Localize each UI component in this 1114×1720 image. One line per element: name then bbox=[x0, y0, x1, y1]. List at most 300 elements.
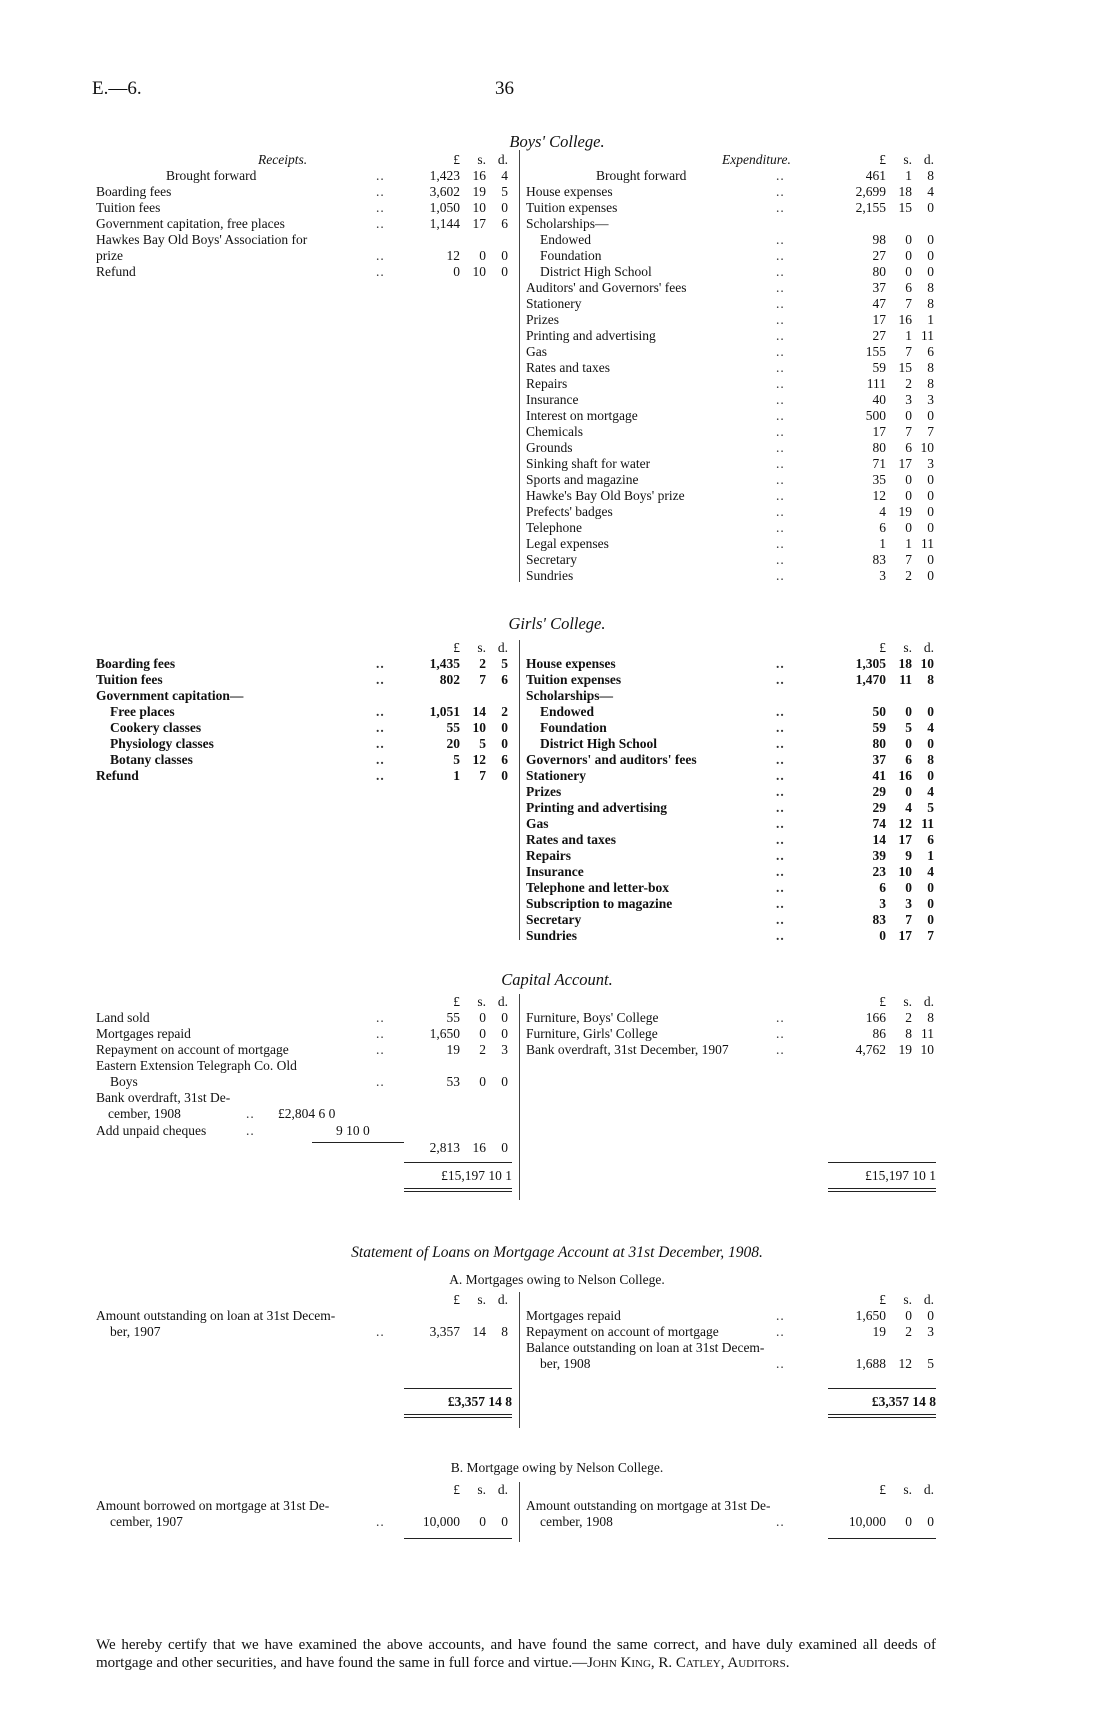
row-label: Endowed bbox=[540, 704, 595, 719]
ledger-row bbox=[526, 800, 936, 816]
row-label: Insurance bbox=[526, 392, 579, 407]
pence-value: 8 bbox=[501, 1324, 508, 1339]
pounds-value: 3,357 bbox=[429, 1324, 460, 1339]
pence-value: 0 bbox=[927, 568, 934, 583]
pounds-value: 98 bbox=[872, 232, 886, 247]
row-amount bbox=[402, 216, 508, 232]
shillings-value: 18 bbox=[898, 656, 912, 671]
pounds-value: 0 bbox=[879, 928, 886, 943]
pounds-value: 59 bbox=[872, 720, 886, 735]
pounds-header: £ bbox=[453, 994, 460, 1009]
pence-value: 0 bbox=[927, 896, 934, 911]
pounds-value: 1,305 bbox=[855, 656, 886, 671]
ledger-row bbox=[526, 656, 936, 672]
girls-left-currency-header bbox=[402, 640, 508, 656]
row-amount bbox=[828, 864, 934, 880]
pounds-value: 41 bbox=[872, 768, 886, 783]
pence-value: 3 bbox=[927, 1324, 934, 1339]
pounds-value: 27 bbox=[872, 248, 886, 263]
shillings-value: 5 bbox=[479, 736, 486, 751]
pounds-value: 500 bbox=[865, 408, 886, 423]
row-label: Tuition fees bbox=[96, 200, 161, 215]
pence-value: 0 bbox=[927, 768, 934, 783]
pence-value: 0 bbox=[927, 1514, 934, 1529]
leader-dots: .. bbox=[376, 1324, 385, 1339]
row-label: prize bbox=[96, 248, 123, 263]
pence-value: 0 bbox=[927, 552, 934, 567]
leader-dots: .. bbox=[776, 168, 785, 183]
leader-dots: .. bbox=[776, 720, 785, 735]
row-amount bbox=[828, 424, 934, 440]
pence-value: 0 bbox=[927, 520, 934, 535]
row-label: Secretary bbox=[526, 552, 577, 567]
row-label: Hawke's Bay Old Boys' prize bbox=[526, 488, 685, 503]
pounds-value: 80 bbox=[872, 264, 886, 279]
pence-value: 0 bbox=[501, 1074, 508, 1089]
pence-value: 4 bbox=[927, 184, 934, 199]
ledger-row bbox=[526, 520, 936, 536]
leader-dots: .. bbox=[776, 816, 785, 831]
row-label: Amount borrowed on mortgage at 31st De- bbox=[96, 1498, 330, 1513]
boys-college-title: Boys' College. bbox=[509, 132, 605, 151]
pence-value: 0 bbox=[927, 1308, 934, 1323]
leader-dots: .. bbox=[776, 248, 785, 263]
shillings-value: 0 bbox=[905, 472, 912, 487]
pence-value: 0 bbox=[927, 232, 934, 247]
row-label: Land sold bbox=[96, 1010, 150, 1025]
shillings-header: s. bbox=[477, 1292, 486, 1307]
ledger-row bbox=[526, 296, 936, 312]
leader-dots: .. bbox=[776, 520, 785, 535]
shillings-value: 16 bbox=[898, 768, 912, 783]
girls-right-currency-header bbox=[828, 640, 934, 656]
pence-value: 6 bbox=[927, 832, 934, 847]
ledger-row bbox=[526, 1356, 936, 1372]
ledger-row bbox=[526, 912, 936, 928]
pounds-header: £ bbox=[879, 1292, 886, 1307]
overdraft-total bbox=[402, 1140, 508, 1156]
row-label: Cookery classes bbox=[110, 720, 202, 735]
row-label: Prefects' badges bbox=[526, 504, 613, 519]
shillings-value: 14 bbox=[472, 704, 486, 719]
leader-dots: .. bbox=[776, 408, 785, 423]
row-amount bbox=[828, 752, 934, 768]
leader-dots: .. bbox=[776, 536, 785, 551]
leader-dots: .. bbox=[776, 296, 785, 311]
leader-dots: .. bbox=[376, 672, 385, 687]
row-label: cember, 1907 bbox=[110, 1514, 183, 1529]
pounds-value: 35 bbox=[872, 472, 886, 487]
shillings-value: 0 bbox=[479, 1514, 486, 1529]
ledger-row bbox=[526, 736, 936, 752]
pounds-value: 80 bbox=[872, 440, 886, 455]
pounds-value: 1,470 bbox=[855, 672, 886, 687]
row-amount bbox=[828, 768, 934, 784]
shillings-value: 6 bbox=[905, 752, 912, 767]
pounds-value: 17 bbox=[872, 312, 886, 327]
pounds-value: 80 bbox=[872, 736, 886, 751]
row-amount bbox=[828, 408, 934, 424]
leader-dots: .. bbox=[246, 1123, 255, 1138]
leader-dots: .. bbox=[776, 360, 785, 375]
shillings-value: 16 bbox=[472, 1140, 486, 1155]
ledger-row bbox=[526, 472, 936, 488]
shillings-value: 19 bbox=[472, 184, 486, 199]
unpaid-cheques-subamount: 9 10 0 bbox=[336, 1123, 370, 1138]
shillings-value: 0 bbox=[905, 248, 912, 263]
row-amount bbox=[828, 1042, 934, 1058]
pounds-value: 2,155 bbox=[855, 200, 886, 215]
shillings-header: s. bbox=[477, 640, 486, 655]
pence-value: 0 bbox=[927, 408, 934, 423]
row-label: Physiology classes bbox=[110, 736, 214, 751]
loans-b-left-currency-header bbox=[402, 1482, 508, 1498]
pounds-header: £ bbox=[879, 640, 886, 655]
shillings-value: 2 bbox=[479, 1042, 486, 1057]
row-label: Sundries bbox=[526, 568, 574, 583]
ledger-row bbox=[526, 440, 936, 456]
pounds-value: 1,435 bbox=[429, 656, 460, 671]
row-label: Legal expenses bbox=[526, 536, 609, 551]
row-amount bbox=[828, 928, 934, 944]
row-amount bbox=[402, 1026, 508, 1042]
ledger-row bbox=[526, 752, 936, 768]
ledger-row bbox=[96, 1308, 516, 1324]
pence-value: 4 bbox=[501, 168, 508, 183]
row-amount bbox=[828, 1010, 934, 1026]
shillings-value: 0 bbox=[905, 1514, 912, 1529]
pence-value: 0 bbox=[927, 704, 934, 719]
pence-value: 6 bbox=[501, 752, 508, 767]
loans-b-right-currency-header bbox=[828, 1482, 934, 1498]
shillings-value: 6 bbox=[905, 280, 912, 295]
pounds-value: 2,699 bbox=[855, 184, 886, 199]
receipts-heading: Receipts. bbox=[258, 152, 308, 167]
row-label: House expenses bbox=[526, 656, 616, 671]
ledger-row bbox=[96, 1026, 516, 1042]
leader-dots: .. bbox=[776, 488, 785, 503]
pounds-value: 1 bbox=[879, 536, 886, 551]
pence-value: 1 bbox=[927, 312, 934, 327]
shillings-value: 0 bbox=[905, 736, 912, 751]
girls-college-title: Girls' College. bbox=[508, 614, 606, 633]
row-amount bbox=[828, 232, 934, 248]
shillings-value: 12 bbox=[898, 816, 912, 831]
row-label: Amount outstanding on loan at 31st Decem- bbox=[96, 1308, 336, 1323]
pounds-value: 1,650 bbox=[855, 1308, 886, 1323]
pounds-value: 27 bbox=[872, 328, 886, 343]
row-label: Telephone and letter-box bbox=[526, 880, 670, 895]
ledger-row bbox=[96, 1010, 516, 1026]
leader-dots: .. bbox=[376, 656, 385, 671]
row-label: House expenses bbox=[526, 184, 613, 199]
leader-dots: .. bbox=[776, 456, 785, 471]
shillings-value: 9 bbox=[905, 848, 912, 863]
row-amount bbox=[828, 912, 934, 928]
pounds-value: 55 bbox=[446, 1010, 460, 1025]
pence-value: 8 bbox=[927, 280, 934, 295]
row-label: Tuition fees bbox=[96, 672, 163, 687]
pence-value: 10 bbox=[920, 656, 934, 671]
ledger-row bbox=[526, 504, 936, 520]
shillings-value: 10 bbox=[472, 264, 486, 279]
row-label: Scholarships— bbox=[526, 688, 614, 703]
leader-dots: .. bbox=[376, 216, 385, 231]
row-amount bbox=[402, 1042, 508, 1058]
row-label: ber, 1908 bbox=[540, 1356, 591, 1371]
pounds-value: 111 bbox=[866, 376, 886, 391]
pence-header: d. bbox=[923, 152, 934, 167]
pence-header: d. bbox=[497, 1482, 508, 1497]
column-divider bbox=[519, 150, 520, 582]
row-amount bbox=[828, 264, 934, 280]
pence-value: 0 bbox=[501, 1026, 508, 1041]
row-amount bbox=[828, 536, 934, 552]
pence-header: d. bbox=[923, 640, 934, 655]
shillings-header: s. bbox=[903, 994, 912, 1009]
pounds-value: 17 bbox=[872, 424, 886, 439]
pounds-value: 1,050 bbox=[429, 200, 460, 215]
ledger-row bbox=[96, 752, 516, 768]
row-amount bbox=[828, 392, 934, 408]
leader-dots: .. bbox=[776, 1514, 785, 1529]
row-amount bbox=[402, 1074, 508, 1090]
row-amount bbox=[828, 720, 934, 736]
row-label: Furniture, Boys' College bbox=[526, 1010, 659, 1025]
pence-value: 0 bbox=[501, 736, 508, 751]
column-divider bbox=[519, 1292, 520, 1428]
row-label: Grounds bbox=[526, 440, 573, 455]
pounds-header: £ bbox=[879, 1482, 886, 1497]
pounds-value: 3 bbox=[879, 568, 886, 583]
row-label: Refund bbox=[96, 768, 139, 783]
row-label: Bank overdraft, 31st December, 1907 bbox=[526, 1042, 729, 1057]
pence-value: 0 bbox=[927, 488, 934, 503]
leader-dots: .. bbox=[776, 440, 785, 455]
pence-value: 1 bbox=[927, 848, 934, 863]
row-label: Interest on mortgage bbox=[526, 408, 638, 423]
leader-dots: .. bbox=[376, 704, 385, 719]
ledger-row bbox=[96, 216, 516, 232]
pounds-value: 155 bbox=[865, 344, 886, 359]
column-divider bbox=[519, 640, 520, 940]
ledger-row bbox=[526, 1340, 936, 1356]
leader-dots: .. bbox=[776, 864, 785, 879]
ledger-row bbox=[96, 1042, 516, 1058]
ledger-row bbox=[526, 424, 936, 440]
shillings-value: 1 bbox=[905, 328, 912, 343]
row-label: Chemicals bbox=[526, 424, 583, 439]
pounds-value: 59 bbox=[872, 360, 886, 375]
ledger-row bbox=[526, 568, 936, 584]
pounds-value: 29 bbox=[872, 784, 886, 799]
shillings-value: 15 bbox=[898, 360, 912, 375]
ledger-row bbox=[96, 768, 516, 784]
row-label: Gas bbox=[526, 344, 547, 359]
ledger-row bbox=[96, 1514, 516, 1530]
pence-value: 5 bbox=[501, 184, 508, 199]
row-amount bbox=[828, 360, 934, 376]
ledger-row bbox=[526, 1498, 936, 1514]
pence-value: 2 bbox=[501, 704, 508, 719]
row-amount bbox=[402, 768, 508, 784]
ledger-row bbox=[526, 376, 936, 392]
shillings-value: 0 bbox=[479, 1026, 486, 1041]
shillings-header: s. bbox=[903, 152, 912, 167]
shillings-value: 12 bbox=[472, 752, 486, 767]
ledger-row bbox=[526, 1026, 936, 1042]
row-amount bbox=[828, 800, 934, 816]
overdraft-line bbox=[96, 1106, 516, 1122]
pence-value: 4 bbox=[927, 784, 934, 799]
pence-value: 11 bbox=[921, 536, 934, 551]
pounds-value: 461 bbox=[865, 168, 886, 183]
ledger-row bbox=[96, 688, 516, 704]
pence-header: d. bbox=[497, 1292, 508, 1307]
ledger-row bbox=[526, 720, 936, 736]
pence-header: d. bbox=[923, 994, 934, 1009]
leader-dots: .. bbox=[776, 912, 785, 927]
pence-value: 0 bbox=[927, 880, 934, 895]
row-label: Free places bbox=[110, 704, 175, 719]
shillings-value: 0 bbox=[905, 520, 912, 535]
ledger-row bbox=[526, 832, 936, 848]
leader-dots: .. bbox=[376, 1042, 385, 1057]
leader-dots: .. bbox=[776, 1010, 785, 1025]
pounds-value: 83 bbox=[872, 552, 886, 567]
shillings-value: 10 bbox=[472, 720, 486, 735]
ledger-row bbox=[96, 168, 516, 184]
row-label: Eastern Extension Telegraph Co. Old bbox=[96, 1058, 297, 1073]
ledger-row bbox=[96, 656, 516, 672]
row-label: Boarding fees bbox=[96, 656, 176, 671]
ledger-row bbox=[526, 456, 936, 472]
leader-dots: .. bbox=[776, 1356, 785, 1371]
pounds-value: 4,762 bbox=[855, 1042, 886, 1057]
row-label: Balance outstanding on loan at 31st Decem- bbox=[526, 1340, 765, 1355]
shillings-value: 2 bbox=[905, 1324, 912, 1339]
pounds-value: 1 bbox=[453, 768, 460, 783]
row-amount bbox=[828, 848, 934, 864]
pounds-value: 2,813 bbox=[429, 1140, 460, 1155]
pounds-value: 4 bbox=[879, 504, 886, 519]
capital-total-left: £15,197 10 1 bbox=[441, 1168, 512, 1183]
pounds-value: 19 bbox=[872, 1324, 886, 1339]
pounds-value: 1,051 bbox=[429, 704, 460, 719]
pounds-value: 3,602 bbox=[429, 184, 460, 199]
row-amount bbox=[402, 184, 508, 200]
shillings-value: 4 bbox=[905, 800, 912, 815]
pounds-value: 86 bbox=[872, 1026, 886, 1041]
pence-value: 0 bbox=[501, 264, 508, 279]
leader-dots: .. bbox=[776, 768, 785, 783]
pence-value: 11 bbox=[921, 816, 934, 831]
pence-value: 10 bbox=[920, 1042, 934, 1057]
ledger-row bbox=[96, 248, 516, 264]
row-amount bbox=[828, 1514, 934, 1530]
leader-dots: .. bbox=[776, 896, 785, 911]
mortgage-owing-by-title: B. Mortgage owing by Nelson College. bbox=[450, 1460, 664, 1475]
row-label: Gas bbox=[526, 816, 549, 831]
pence-value: 5 bbox=[927, 1356, 934, 1371]
total-double-rule bbox=[404, 1414, 512, 1418]
ledger-row bbox=[526, 408, 936, 424]
shillings-value: 3 bbox=[905, 896, 912, 911]
pence-value: 0 bbox=[927, 200, 934, 215]
loans-a-total-right: £3,357 14 8 bbox=[871, 1394, 936, 1409]
row-label: Sports and magazine bbox=[526, 472, 639, 487]
shillings-value: 11 bbox=[899, 672, 912, 687]
ledger-row bbox=[526, 328, 936, 344]
shillings-value: 0 bbox=[905, 232, 912, 247]
row-amount bbox=[828, 200, 934, 216]
row-label: Boarding fees bbox=[96, 184, 172, 199]
ledger-row bbox=[526, 1308, 936, 1324]
shillings-value: 0 bbox=[905, 880, 912, 895]
pence-header: d. bbox=[497, 994, 508, 1009]
leader-dots: .. bbox=[376, 720, 385, 735]
row-amount bbox=[828, 1026, 934, 1042]
shillings-value: 7 bbox=[905, 344, 912, 359]
pence-value: 5 bbox=[501, 656, 508, 671]
pounds-header: £ bbox=[453, 1482, 460, 1497]
leader-dots: .. bbox=[776, 832, 785, 847]
row-label: Mortgages repaid bbox=[96, 1026, 191, 1041]
shillings-value: 2 bbox=[905, 1010, 912, 1025]
shillings-value: 3 bbox=[905, 392, 912, 407]
pence-value: 0 bbox=[927, 504, 934, 519]
pence-value: 0 bbox=[927, 736, 934, 751]
leader-dots: .. bbox=[376, 1010, 385, 1025]
auditors-certificate bbox=[96, 1636, 936, 1672]
loans-a-right-currency-header bbox=[828, 1292, 934, 1308]
pence-value: 8 bbox=[927, 168, 934, 183]
row-amount bbox=[828, 328, 934, 344]
shillings-value: 10 bbox=[898, 864, 912, 879]
pounds-value: 29 bbox=[872, 800, 886, 815]
row-label: Repayment on account of mortgage bbox=[526, 1324, 719, 1339]
ledger-row bbox=[96, 1498, 516, 1514]
ledger-row bbox=[526, 672, 936, 688]
ledger-row bbox=[96, 1058, 516, 1074]
shillings-value: 0 bbox=[905, 408, 912, 423]
leader-dots: .. bbox=[776, 672, 785, 687]
leader-dots: .. bbox=[376, 200, 385, 215]
leader-dots: .. bbox=[776, 232, 785, 247]
pence-value: 0 bbox=[501, 248, 508, 263]
pounds-value: 50 bbox=[872, 704, 886, 719]
leader-dots: .. bbox=[376, 1514, 385, 1529]
ledger-row bbox=[526, 704, 936, 720]
leader-dots: .. bbox=[776, 848, 785, 863]
pence-value: 5 bbox=[927, 800, 934, 815]
pence-value: 0 bbox=[501, 1140, 508, 1155]
row-amount bbox=[828, 816, 934, 832]
leader-dots: .. bbox=[776, 344, 785, 359]
loans-a-total-left: £3,357 14 8 bbox=[447, 1394, 512, 1409]
subtotal-rule bbox=[312, 1142, 404, 1143]
row-label: Tuition expenses bbox=[526, 672, 622, 687]
row-amount bbox=[828, 168, 934, 184]
shillings-value: 12 bbox=[898, 1356, 912, 1371]
row-label: Insurance bbox=[526, 864, 584, 879]
shillings-value: 16 bbox=[898, 312, 912, 327]
pounds-header: £ bbox=[879, 994, 886, 1009]
pounds-value: 71 bbox=[872, 456, 886, 471]
pounds-value: 20 bbox=[446, 736, 460, 751]
shillings-value: 6 bbox=[905, 440, 912, 455]
leader-dots: .. bbox=[776, 1042, 785, 1057]
